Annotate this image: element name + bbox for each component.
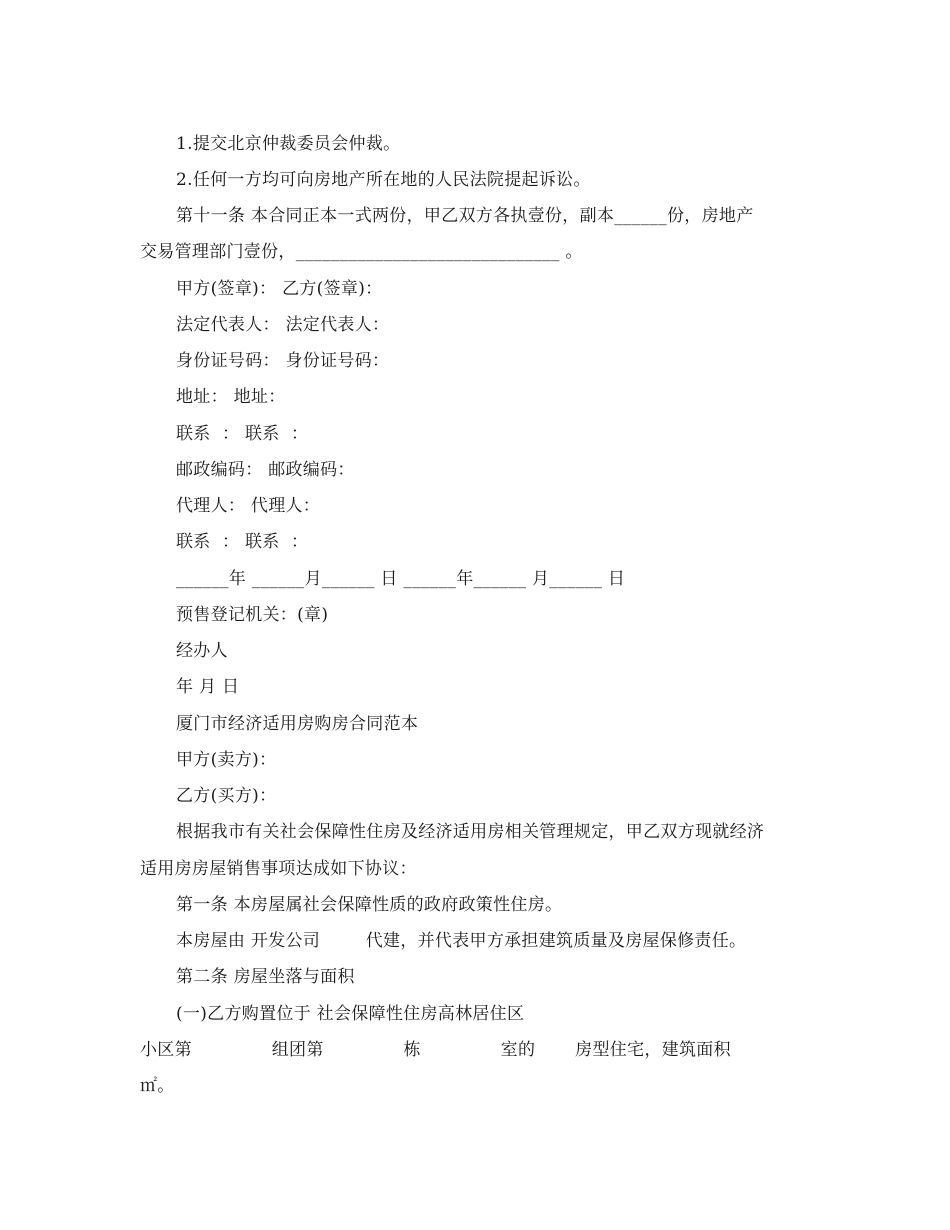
contract-title: 厦门市经济适用房购房合同范本 [176,714,419,734]
contact-line-2: 联系 ： 联系 ： [176,532,309,552]
agent-line: 代理人： 代理人： [176,496,321,516]
preamble-line-1: 根据我市有关社会保障性住房及经济适用房相关管理规定，甲乙双方现就经济 [176,822,765,842]
handler-line: 经办人 [176,641,228,661]
preamble-line-2: 适用房房屋销售事项达成如下协议： [140,859,417,879]
contact-line-1: 联系 ： 联系 ： [176,424,309,444]
date-line: ______年 ______月______ 日 ______年______ 月______ 日 [176,569,626,589]
location-line-2: 小区第 组团第 栋 室的 房型住宅，建筑面积 [140,1040,731,1060]
clause-item-2: 2.任何一方均可向房地产所在地的人民法院提起诉讼。 [176,170,591,190]
signature-line: 甲方(签章)： 乙方(签章)： [176,279,383,299]
ymd-line: 年 月 日 [176,677,240,697]
legal-rep-line: 法定代表人： 法定代表人： [176,315,390,335]
registration-authority-line: 预售登记机关：(章) [176,605,329,625]
article-11-line-1: 第十一条 本合同正本一式两份，甲乙双方各执壹份，副本______份，房地产 [176,206,754,226]
postal-code-line: 邮政编码： 邮政编码： [176,460,355,480]
article-2-heading: 第二条 房屋坐落与面积 [176,967,355,987]
area-unit-line: ㎡。 [140,1076,175,1096]
address-line: 地址： 地址： [176,387,286,407]
party-b-buyer: 乙方(买方)： [176,786,277,806]
location-line-1: (一)乙方购置位于 社会保障性住房高林居住区 [176,1004,525,1024]
party-a-seller: 甲方(卖方)： [176,750,277,770]
id-number-line: 身份证号码： 身份证号码： [176,351,390,371]
article-1: 第一条 本房屋属社会保障性质的政府政策性住房。 [176,895,563,915]
builder-line: 本房屋由 开发公司 代建，并代表甲方承担建筑质量及房屋保修责任。 [176,931,747,951]
clause-item-1: 1.提交北京仲裁委员会仲裁。 [176,134,401,154]
article-11-line-2: 交易管理部门壹份，______________________________ 。 [140,242,583,262]
